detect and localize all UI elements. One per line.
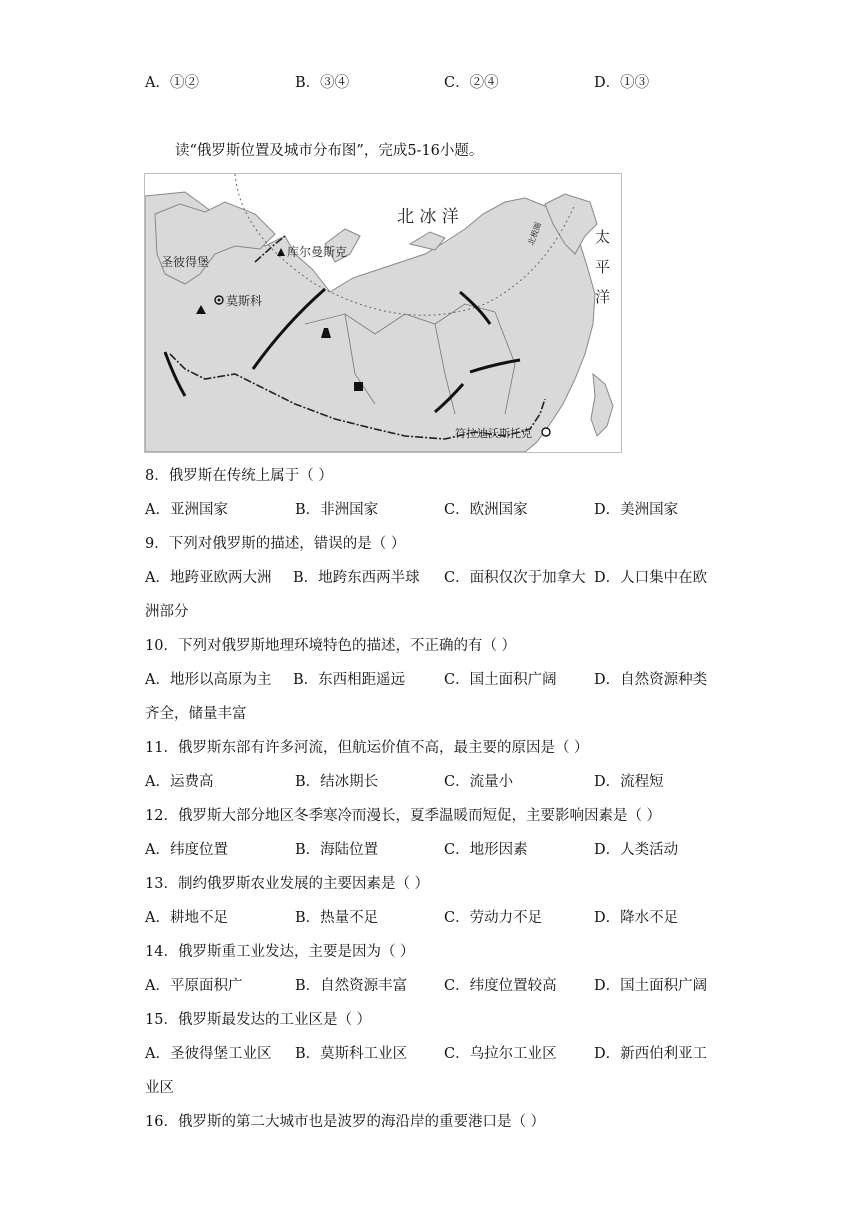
q8-option-a: A．亚洲国家 xyxy=(145,502,228,518)
map-label-arctic-circle: 北极圈 xyxy=(526,221,544,247)
q13-option-b: B．热量不足 xyxy=(295,910,379,926)
q13-option-d: D．降水不足 xyxy=(594,910,679,926)
map-label-arctic-ocean: 北 冰 洋 xyxy=(397,207,459,227)
q9-option-b: B．地跨东西两半球 xyxy=(293,570,420,586)
prev-option-d: D．①③ xyxy=(594,75,650,91)
q8-option-b: B．非洲国家 xyxy=(295,502,379,518)
question-10-stem: 10．下列对俄罗斯地理环境特色的描述，不正确的有（ ） xyxy=(145,638,517,654)
q8-option-d: D．美洲国家 xyxy=(594,502,679,518)
q13-option-c: C．劳动力不足 xyxy=(444,910,543,926)
q11-option-c: C．流量小 xyxy=(444,774,514,790)
q10-option-b: B．东西相距遥远 xyxy=(293,672,406,688)
prev-option-a: A．①② xyxy=(145,75,199,91)
q15-option-d-wrap: 业区 xyxy=(145,1080,174,1096)
russia-map xyxy=(145,174,621,452)
q10-option-d: D．自然资源种类 xyxy=(594,672,708,688)
map-label-vladivostok: 符拉迪沃斯托克 xyxy=(455,427,532,440)
q11-option-a: A．运费高 xyxy=(145,774,214,790)
q10-option-c: C．国土面积广阔 xyxy=(444,672,557,688)
square-marker-icon xyxy=(354,382,363,391)
japan xyxy=(591,374,613,436)
intro-text: 读“俄罗斯位置及城市分布图”，完成5-16小题。 xyxy=(175,143,484,159)
q8-option-c: C．欧洲国家 xyxy=(444,502,528,518)
q9-option-a: A．地跨亚欧两大洲 xyxy=(145,570,272,586)
q11-option-d: D．流程短 xyxy=(594,774,664,790)
q12-option-a: A．纬度位置 xyxy=(145,842,228,858)
q11-option-b: B．结冰期长 xyxy=(295,774,379,790)
q12-option-d: D．人类活动 xyxy=(594,842,679,858)
question-12-stem: 12．俄罗斯大部分地区冬季寒冷而漫长，夏季温暖而短促，主要影响因素是（ ） xyxy=(145,808,662,824)
vladivostok-marker-icon xyxy=(542,428,550,436)
q12-option-b: B．海陆位置 xyxy=(295,842,379,858)
question-15-stem: 15．俄罗斯最发达的工业区是（ ） xyxy=(145,1012,372,1028)
prev-option-b: B．③④ xyxy=(295,75,350,91)
map-label-pacific-2: 平 xyxy=(595,258,611,276)
q14-option-c: C．纬度位置较高 xyxy=(444,978,557,994)
q14-option-b: B．自然资源丰富 xyxy=(295,978,408,994)
q10-option-a: A．地形以高原为主 xyxy=(145,672,272,688)
q9-option-d: D．人口集中在欧 xyxy=(594,570,708,586)
map-label-st-petersburg: 圣彼得堡 xyxy=(161,255,210,269)
prev-option-c: C．②④ xyxy=(444,75,499,91)
question-13-stem: 13．制约俄罗斯农业发展的主要因素是（ ） xyxy=(145,876,430,892)
q14-option-a: A．平原面积广 xyxy=(145,978,243,994)
map-label-pacific-3: 洋 xyxy=(595,288,611,306)
map-label-pacific-1: 太 xyxy=(595,228,611,246)
q12-option-c: C．地形因素 xyxy=(444,842,528,858)
question-8-stem: 8．俄罗斯在传统上属于（ ） xyxy=(145,468,333,484)
q15-option-a: A．圣彼得堡工业区 xyxy=(145,1046,272,1062)
map-label-murmansk: 库尔曼斯克 xyxy=(287,245,348,259)
question-16-stem: 16．俄罗斯的第二大城市也是波罗的海沿岸的重要港口是（ ） xyxy=(145,1114,546,1130)
question-14-stem: 14．俄罗斯重工业发达，主要是因为（ ） xyxy=(145,944,415,960)
q15-option-c: C．乌拉尔工业区 xyxy=(444,1046,557,1062)
q9-option-d-wrap: 洲部分 xyxy=(145,604,189,620)
q15-option-b: B．莫斯科工业区 xyxy=(295,1046,408,1062)
q10-option-d-wrap: 齐全，储量丰富 xyxy=(145,706,247,722)
map-label-moscow: 莫斯科 xyxy=(226,294,263,308)
q13-option-a: A．耕地不足 xyxy=(145,910,228,926)
question-11-stem: 11．俄罗斯东部有许多河流，但航运价值不高，最主要的原因是（ ） xyxy=(145,740,589,756)
russia-map-figure xyxy=(144,173,622,453)
q14-option-d: D．国土面积广阔 xyxy=(594,978,708,994)
q15-option-d: D．新西伯利亚工 xyxy=(594,1046,708,1062)
question-9-stem: 9．下列对俄罗斯的描述，错误的是（ ） xyxy=(145,536,406,552)
q9-option-c: C．面积仅次于加拿大 xyxy=(444,570,586,586)
